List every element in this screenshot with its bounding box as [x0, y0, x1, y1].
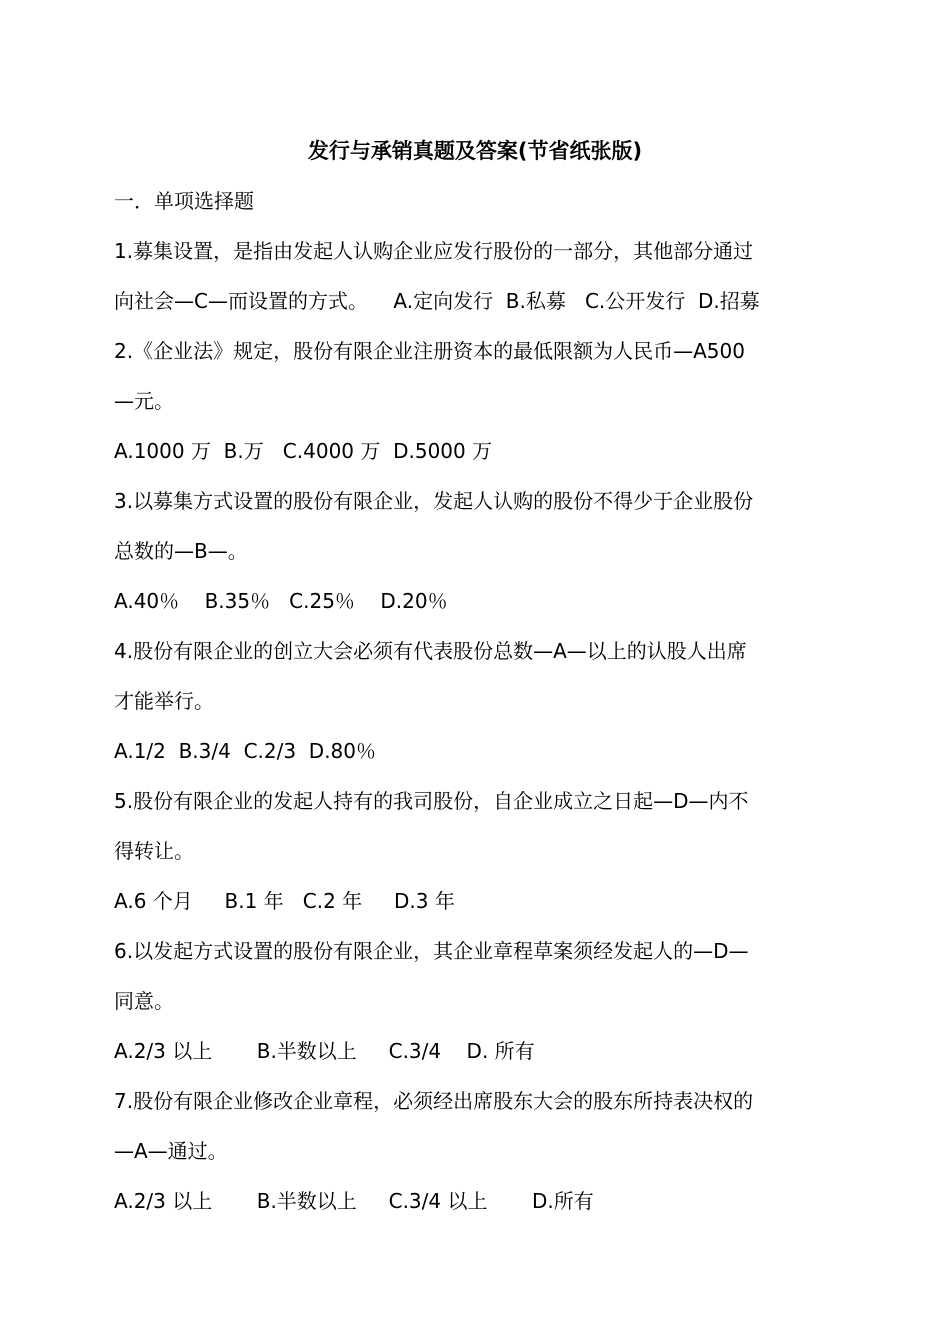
q7-stem-line-1: 7.股份有限企业修改企业章程，必须经出席股东大会的股东所持表决权的 — [114, 1089, 754, 1113]
q2-options: A.1000 万 B.万 C.4000 万 D.5000 万 — [114, 439, 493, 463]
document-title: 发行与承销真题及答案(节省纸张版) — [307, 139, 643, 163]
q1-stem-line-1: 1.募集设置，是指由发起人认购企业应发行股份的一部分，其他部分通过 — [114, 239, 754, 263]
q7-stem-line-2: —A—通过。 — [114, 1139, 228, 1163]
q5-stem-line-1: 5.股份有限企业的发起人持有的我司股份，自企业成立之日起—D—内不 — [114, 789, 749, 813]
q5-stem-line-2: 得转让。 — [114, 839, 194, 863]
q3-stem-line-2: 总数的—B—。 — [114, 539, 248, 563]
section-heading: 一．单项选择题 — [114, 189, 254, 213]
q3-stem-line-1: 3.以募集方式设置的股份有限企业，发起人认购的股份不得少于企业股份 — [114, 489, 754, 513]
q3-options: A.40％ B.35％ C.25％ D.20％ — [114, 589, 448, 613]
q6-stem-line-1: 6.以发起方式设置的股份有限企业，其企业章程草案须经发起人的—D— — [114, 939, 749, 963]
q5-options: A.6 个月 B.1 年 C.2 年 D.3 年 — [114, 889, 455, 913]
q1-stem-line-2-options: 向社会—C—而设置的方式。 A.定向发行 B.私募 C.公开发行 D.招募 — [114, 289, 760, 313]
q2-stem-line-2: —元。 — [114, 389, 174, 413]
q6-stem-line-2: 同意。 — [114, 989, 174, 1013]
q7-options: A.2/3 以上 B.半数以上 C.3/4 以上 D.所有 — [114, 1189, 594, 1213]
q6-options: A.2/3 以上 B.半数以上 C.3/4 D. 所有 — [114, 1039, 535, 1063]
q4-stem-line-1: 4.股份有限企业的创立大会必须有代表股份总数—A—以上的认股人出席 — [114, 639, 747, 663]
q4-stem-line-2: 才能举行。 — [114, 689, 214, 713]
q2-stem-line-1: 2.《企业法》规定，股份有限企业注册资本的最低限额为人民币—A500 — [114, 339, 745, 363]
q4-options: A.1/2 B.3/4 C.2/3 D.80％ — [114, 739, 377, 763]
